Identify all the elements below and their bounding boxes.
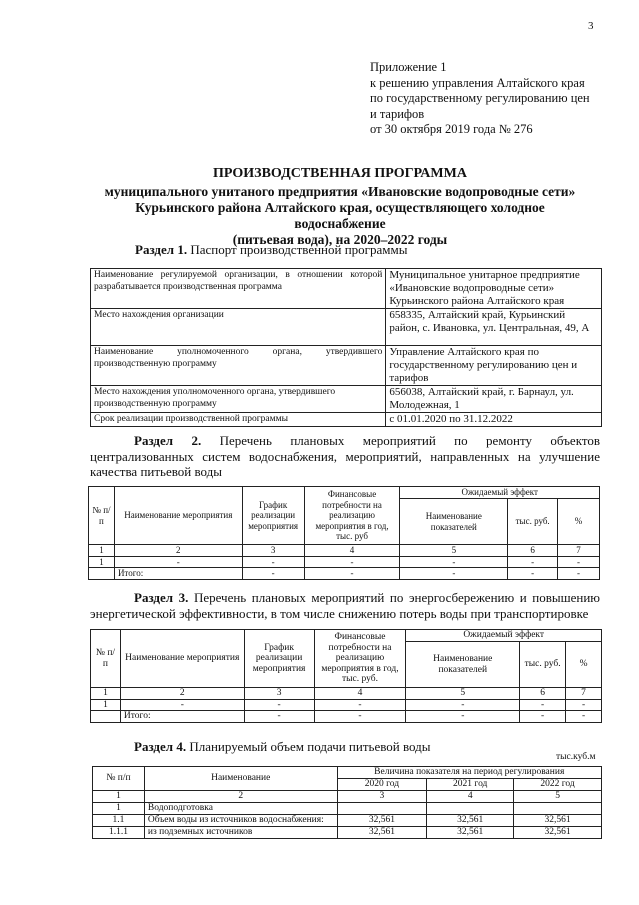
table-row <box>93 827 602 839</box>
table-cell: 1 <box>89 556 115 568</box>
table-row <box>91 309 602 346</box>
table-cell <box>427 803 514 815</box>
table-row <box>89 556 600 568</box>
header-year: 2021 год <box>427 779 514 791</box>
table-cell: 6 <box>508 545 558 557</box>
section1-heading <box>135 242 407 258</box>
table-cell: Муниципальное унитарное предприятие «Ивановские водопроводные сети» Курьинского района Алтайского края <box>386 269 602 309</box>
document-title <box>90 166 590 248</box>
table-cell: Итого: <box>114 568 242 580</box>
table-cell: 656038, Алтайский край, г. Барнаул, ул. Молодежная, 1 <box>386 386 602 413</box>
table-cell: 32,561 <box>337 827 427 839</box>
table-cell: 1.1 <box>93 815 145 827</box>
title-line: (питьевая вода), на 2020–2022 годы <box>232 232 448 247</box>
table-cell: 32,561 <box>427 827 514 839</box>
header-indicator: Наименование показателей <box>400 499 508 545</box>
passport-table <box>90 268 602 427</box>
table-cell: Водоподготовка <box>144 803 337 815</box>
header-year: 2022 год <box>514 779 602 791</box>
table-cell: 32,561 <box>427 815 514 827</box>
table-cell: из подземных источников <box>144 827 337 839</box>
table-cell: 4 <box>427 791 514 803</box>
table-cell: 4 <box>304 545 400 557</box>
section1-label: Раздел 1. <box>135 242 188 257</box>
table-cell: 1 <box>91 699 121 711</box>
table-cell: Наименование регулируемой организации, в отношении которой разрабатывается производственная программа <box>91 269 386 309</box>
title-line: Курьинского района Алтайского края, осуществляющего холодное водоснабжение <box>135 200 545 231</box>
header-pct: % <box>566 642 602 688</box>
table-cell: - <box>406 699 520 711</box>
table-cell: - <box>244 711 314 723</box>
table-cell: с 01.01.2020 по 31.12.2022 <box>386 413 602 427</box>
title-line: ПРОИЗВОДСТВЕННАЯ ПРОГРАММА <box>213 166 467 181</box>
table-cell: - <box>508 556 558 568</box>
table-row <box>91 269 602 309</box>
header-year: 2020 год <box>337 779 427 791</box>
table-row <box>91 386 602 413</box>
table-cell: 1 <box>89 545 115 557</box>
section2-text: Перечень плановых мероприятий по ремонту объектов централизованных систем водоснабжения, мероприятий, направленных на улучшение качества питьевой воды <box>90 433 600 479</box>
unit-label: тыс.куб.м <box>556 752 596 762</box>
table-cell: Итого: <box>120 711 244 723</box>
table-cell: Срок реализации производственной программы <box>91 413 386 427</box>
table-cell: - <box>400 556 508 568</box>
appendix-line: к решению управления Алтайского края <box>370 75 585 90</box>
table-cell: - <box>558 568 600 580</box>
table-cell: 2 <box>144 791 337 803</box>
table-row <box>91 699 602 711</box>
table-cell: Наименование уполномоченного органа, утвердившего производственную программу <box>91 346 386 386</box>
section4-text: Планируемый объем подачи питьевой воды <box>189 739 431 754</box>
table-header-row <box>93 767 602 779</box>
header-effect: Ожидаемый эффект <box>406 630 602 642</box>
table-row <box>91 688 602 700</box>
header-finance: Финансовые потребности на реализацию мероприятия в год, тыс. руб. <box>314 630 406 688</box>
table-cell: - <box>520 699 566 711</box>
table-cell: - <box>304 556 400 568</box>
table-cell: 1 <box>93 803 145 815</box>
table-cell <box>89 568 115 580</box>
section3-text: Перечень плановых мероприятий по энергосбережению и повышению энергетической эффективности, в том числе снижению потерь воды при транспортировке <box>90 590 600 621</box>
appendix-line: от 30 октября 2019 года № 276 <box>370 122 533 136</box>
table-row <box>89 545 600 557</box>
table-cell: - <box>406 711 520 723</box>
appendix-header <box>370 60 590 138</box>
table-cell: 1.1.1 <box>93 827 145 839</box>
table-cell: - <box>244 699 314 711</box>
table-cell: 7 <box>558 545 600 557</box>
table-row <box>93 803 602 815</box>
table-cell: Место нахождения организации <box>91 309 386 346</box>
table-cell: - <box>120 699 244 711</box>
appendix-line: Приложение 1 <box>370 60 447 74</box>
volume-table <box>92 766 602 839</box>
table-cell: Объем воды из источников водоснабжения: <box>144 815 337 827</box>
header-name: Наименование мероприятия <box>114 487 242 545</box>
title-line: муниципального унитаного предприятия «Ивановские водопроводные сети» <box>104 184 576 199</box>
table-cell: 4 <box>314 688 406 700</box>
table-header-row <box>91 630 602 642</box>
section3-heading <box>90 590 600 621</box>
header-effect: Ожидаемый эффект <box>400 487 600 499</box>
table-cell: 5 <box>406 688 520 700</box>
table-header-row <box>89 487 600 499</box>
header-thous: тыс. руб. <box>520 642 566 688</box>
table-cell: 32,561 <box>514 827 602 839</box>
appendix-line: по государственному регулированию цен <box>370 91 590 105</box>
table-row <box>89 568 600 580</box>
table-row <box>93 791 602 803</box>
section3-label: Раздел 3. <box>134 590 189 605</box>
table-cell <box>514 803 602 815</box>
section4-label: Раздел 4. <box>134 739 187 754</box>
appendix-line: и тарифов <box>370 106 425 121</box>
section2-label: Раздел 2. <box>134 433 202 448</box>
table-cell: - <box>508 568 558 580</box>
table-cell: 32,561 <box>514 815 602 827</box>
header-indicator: Наименование показателей <box>406 642 520 688</box>
table-cell: 5 <box>400 545 508 557</box>
table-cell: 3 <box>244 688 314 700</box>
section3-table <box>90 629 602 723</box>
table-cell: - <box>304 568 400 580</box>
header-pct: % <box>558 499 600 545</box>
header-num: № п/п <box>91 630 121 688</box>
table-cell: - <box>114 556 242 568</box>
table-row <box>91 413 602 427</box>
table-cell: - <box>314 699 406 711</box>
table-cell: 1 <box>93 791 145 803</box>
header-name: Наименование <box>144 767 337 791</box>
table-cell: - <box>558 556 600 568</box>
header-num: № п/п <box>89 487 115 545</box>
table-cell: 1 <box>91 688 121 700</box>
header-num: № п/п <box>93 767 145 791</box>
header-schedule: График реализации мероприятия <box>242 487 304 545</box>
header-thous: тыс. руб. <box>508 499 558 545</box>
header-period: Величина показателя на период регулирования <box>337 767 601 779</box>
section2-table <box>88 486 600 580</box>
header-schedule: График реализации мероприятия <box>244 630 314 688</box>
table-cell: 7 <box>566 688 602 700</box>
table-cell: 2 <box>114 545 242 557</box>
header-finance: Финансовые потребности на реализацию мероприятия в год, тыс. руб <box>304 487 400 545</box>
table-cell: 6 <box>520 688 566 700</box>
table-cell: - <box>242 556 304 568</box>
table-cell: 3 <box>242 545 304 557</box>
table-cell: 658335, Алтайский край, Курьинский район, с. Ивановка, ул. Центральная, 49, А <box>386 309 602 346</box>
table-row <box>91 346 602 386</box>
page-number: 3 <box>588 20 594 32</box>
section1-text: Паспорт производственной программы <box>190 242 408 257</box>
table-cell: - <box>520 711 566 723</box>
header-name: Наименование мероприятия <box>120 630 244 688</box>
table-cell: - <box>566 711 602 723</box>
table-cell: - <box>314 711 406 723</box>
table-cell: Управление Алтайского края по государственному регулированию цен и тарифов <box>386 346 602 386</box>
section4-heading <box>134 739 431 755</box>
table-cell: 3 <box>337 791 427 803</box>
table-cell <box>91 711 121 723</box>
table-cell: 32,561 <box>337 815 427 827</box>
table-cell: 2 <box>120 688 244 700</box>
table-cell: - <box>566 699 602 711</box>
table-cell <box>337 803 427 815</box>
table-cell: - <box>400 568 508 580</box>
section2-heading <box>90 433 600 480</box>
table-cell: - <box>242 568 304 580</box>
table-row <box>91 711 602 723</box>
table-cell: Место нахождения уполномоченного органа, утвердившего производственную программу <box>91 386 386 413</box>
table-row <box>93 815 602 827</box>
table-cell: 5 <box>514 791 602 803</box>
